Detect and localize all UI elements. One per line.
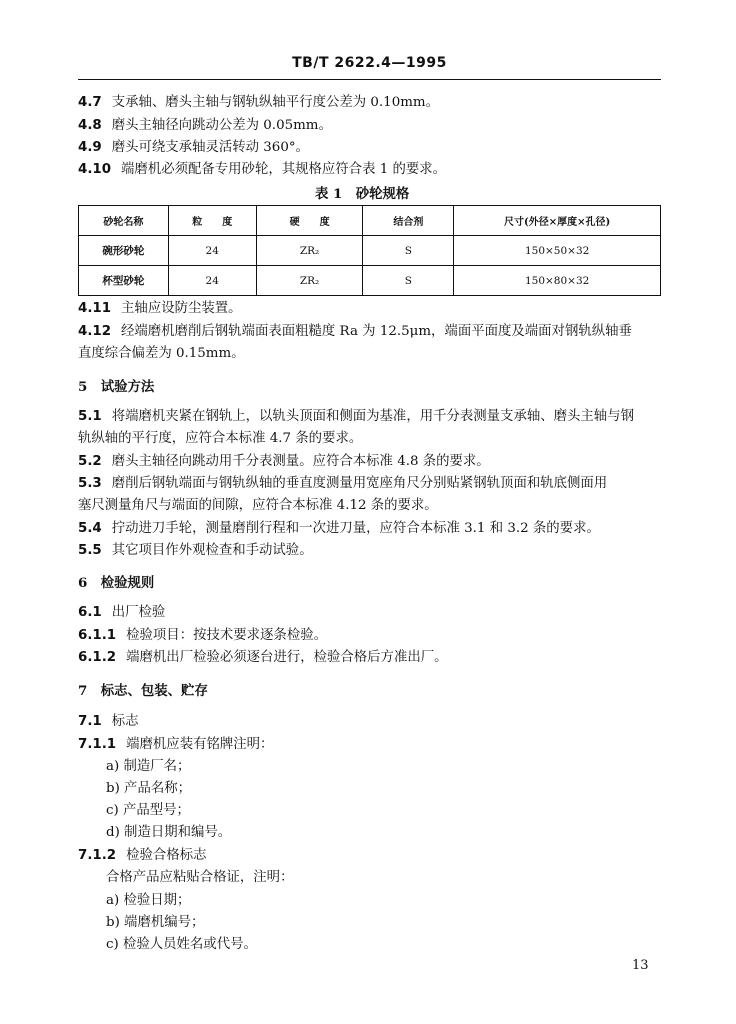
- clause-7-1-2: [78, 847, 206, 865]
- table-cell: 碗形砂轮: [79, 236, 169, 266]
- table-row: [79, 236, 661, 266]
- table-cell: ZR₂: [256, 266, 363, 296]
- clause-5-3: [78, 475, 607, 493]
- list-item: b) 端磨机编号；: [106, 915, 205, 930]
- clause-number: 5.1: [78, 409, 102, 424]
- clause-text: 拧动进刀手轮，测量磨削行程和一次进刀量，应符合本标准 3.1 和 3.2 条的要求。: [111, 521, 600, 536]
- table-row: [79, 266, 661, 296]
- clause-number: 4.8: [78, 118, 102, 133]
- table-header-cell: 砂轮名称: [79, 206, 169, 236]
- clause-text: 标志: [111, 714, 139, 729]
- clause-5-4: [78, 520, 600, 538]
- clause-number: 5.4: [78, 521, 102, 536]
- clause-text: 磨头主轴径向跳动用千分表测量。应符合本标准 4.8 条的要求。: [111, 454, 490, 469]
- clause-5-2: [78, 453, 490, 471]
- clause-number: 4.10: [78, 162, 112, 177]
- clause-text: 主轴应设防尘装置。: [121, 301, 242, 316]
- clause-number: 4.9: [78, 140, 102, 155]
- table-cell: S: [363, 236, 454, 266]
- clause-number: 7.1.1: [78, 737, 117, 752]
- clause-text: 支承轴、磨头主轴与钢轨纵轴平行度公差为 0.10mm。: [111, 95, 440, 110]
- list-item: b) 产品名称；: [106, 781, 192, 796]
- table-cell: 杯型砂轮: [79, 266, 169, 296]
- table-cell: 24: [168, 236, 256, 266]
- table-cell: 24: [168, 266, 256, 296]
- clause-6-1-2: [78, 649, 448, 667]
- clause-number: 7.1: [78, 714, 102, 729]
- document-header: TB/T 2622.4—1995: [292, 55, 447, 71]
- clause-7-1: [78, 713, 139, 731]
- clause-4-10: [78, 161, 446, 179]
- clause-4-9: [78, 139, 309, 157]
- clause-6-1-1: [78, 627, 327, 645]
- clause-text: 端磨机出厂检验必须逐台进行，检验合格后方准出厂。: [126, 650, 448, 665]
- section-6-title: 6 检验规则: [78, 575, 155, 591]
- clause-4-11: [78, 300, 242, 318]
- clause-text: 检验项目：按技术要求逐条检验。: [126, 628, 327, 643]
- clause-number: 6.1: [78, 605, 102, 620]
- clause-text: 合格产品应粘贴合格证，注明：: [106, 870, 294, 885]
- clause-text: 磨头主轴径向跳动公差为 0.05mm。: [111, 118, 332, 133]
- clause-number: 7.1.2: [78, 848, 117, 863]
- list-item: a) 检验日期；: [106, 893, 191, 908]
- clause-text: 磨削后钢轨端面与钢轨纵轴的垂直度测量用宽座角尺分别贴紧钢轨顶面和轨底侧面用: [111, 476, 608, 491]
- clause-text: 将端磨机夹紧在钢轨上，以轨头顶面和侧面为基准，用千分表测量支承轴、磨头主轴与钢: [111, 409, 634, 424]
- clause-number: 5.5: [78, 543, 102, 558]
- clause-number: 6.1.2: [78, 650, 117, 665]
- clause-text: 端磨机应装有铭牌注明：: [126, 737, 274, 752]
- clause-6-1: [78, 604, 165, 622]
- clause-5-1: [78, 408, 634, 426]
- clause-number: 4.11: [78, 301, 112, 316]
- list-item: c) 检验人员姓名或代号。: [106, 937, 257, 952]
- clause-text: 磨头可绕支承轴灵活转动 360°。: [111, 140, 309, 155]
- clause-continuation: 塞尺测量角尺与端面的间隙，应符合本标准 4.12 条的要求。: [78, 498, 438, 513]
- clause-continuation: 轨纵轴的平行度，应符合本标准 4.7 条的要求。: [78, 431, 363, 446]
- clause-number: 5.2: [78, 454, 102, 469]
- grinding-wheel-spec-table: [78, 205, 661, 296]
- list-item: a) 制造厂名；: [106, 759, 191, 774]
- list-item: c) 产品型号；: [106, 803, 190, 818]
- clause-text: 端磨机必须配备专用砂轮，其规格应符合表 1 的要求。: [121, 162, 447, 177]
- clause-number: 5.3: [78, 476, 102, 491]
- table-header-cell: 粒 度: [168, 206, 256, 236]
- table-cell: 150×50×32: [454, 236, 661, 266]
- page-number: 13: [632, 958, 649, 973]
- table-cell: 150×80×32: [454, 266, 661, 296]
- table-header-cell: 硬 度: [256, 206, 363, 236]
- table-cell: S: [363, 266, 454, 296]
- table-header-cell: 尺寸(外径×厚度×孔径): [454, 206, 661, 236]
- clause-text: 经端磨机磨削后钢轨端面表面粗糙度 Ra 为 12.5μm，端面平面度及端面对钢轨纵轴垂: [121, 324, 632, 339]
- clause-4-7: [78, 94, 439, 112]
- clause-number: 4.12: [78, 324, 112, 339]
- table-header-row: [79, 206, 661, 236]
- table-caption: 表 1 砂轮规格: [315, 186, 410, 202]
- clause-text: 其它项目作外观检查和手动试验。: [111, 543, 313, 558]
- header-rule: [78, 79, 661, 80]
- clause-4-12: [78, 323, 632, 341]
- clause-number: 6.1.1: [78, 628, 117, 643]
- clause-continuation: 直度综合偏差为 0.15mm。: [78, 346, 245, 361]
- clause-number: 4.7: [78, 95, 102, 110]
- table-cell: ZR₂: [256, 236, 363, 266]
- clause-5-5: [78, 542, 313, 560]
- section-5-title: 5 试验方法: [78, 379, 155, 395]
- table-header-cell: 结合剂: [363, 206, 454, 236]
- clause-text: 出厂检验: [111, 605, 166, 620]
- clause-text: 检验合格标志: [126, 848, 207, 863]
- list-item: d) 制造日期和编号。: [106, 825, 232, 840]
- clause-4-8: [78, 117, 332, 135]
- section-7-title: 7 标志、包装、贮存: [78, 683, 208, 699]
- clause-7-1-1: [78, 736, 273, 754]
